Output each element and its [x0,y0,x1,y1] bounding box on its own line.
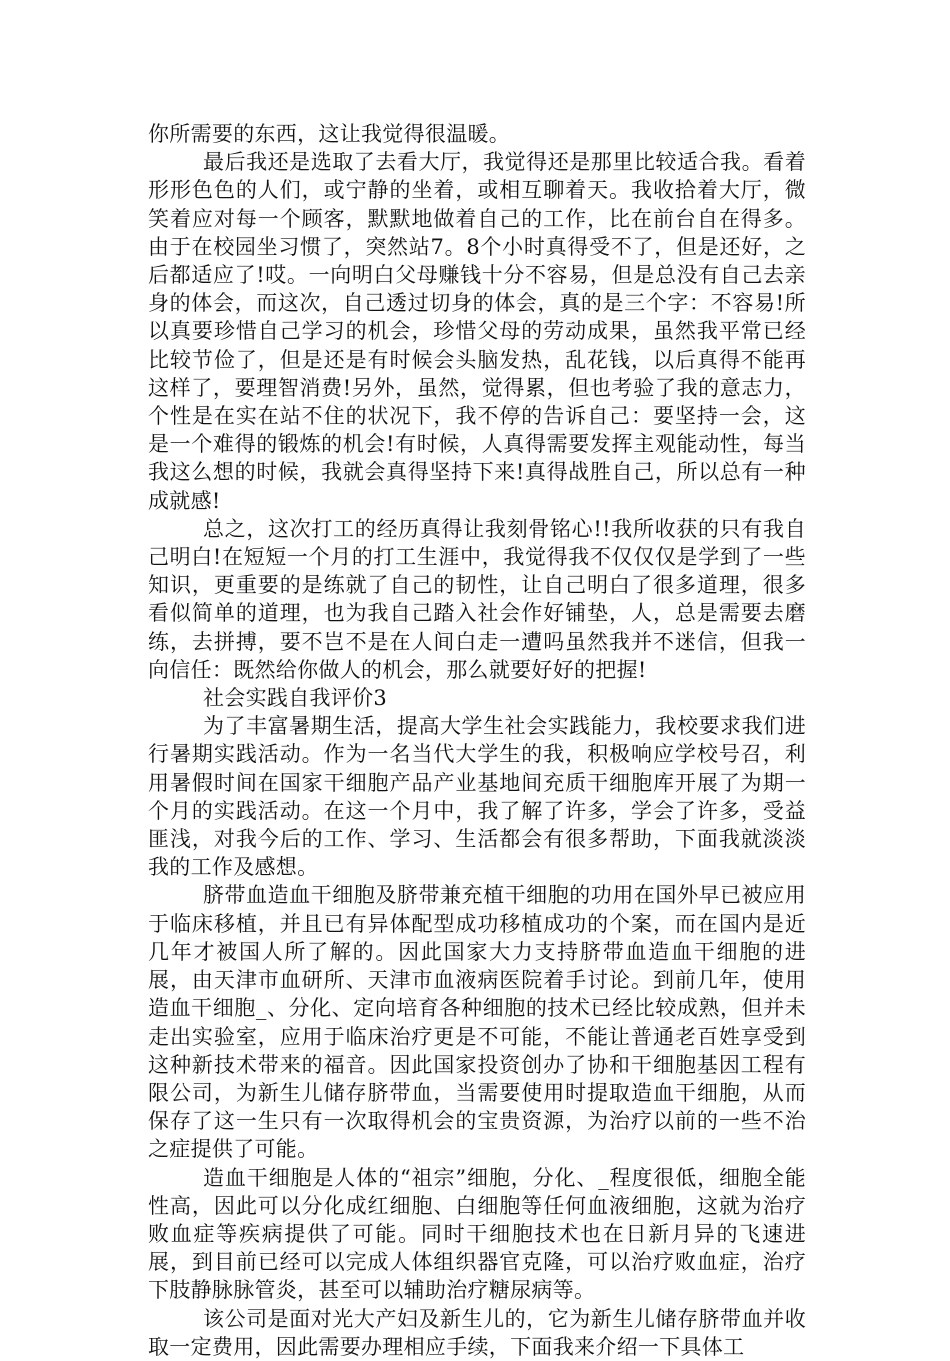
paragraph-4: 为了丰富暑期生活，提高大学生社会实践能力，我校要求我们进行暑期实践活动。作为一名当代大学生的我，积极响应学校号召，利用暑假时间在国家干细胞产品产业基地间充质干细胞库开展了为期一个月的实践活动。在这一个月中，我了解了许多，学会了许多，受益匪浅，对我今后的工作、学习、生活都会有很多帮助，下面我就淡淡我的工作及感想。 [148,714,806,880]
paragraph-7: 该公司是面对光大产妇及新生儿的，它为新生儿储存脐带血并收取一定费用，因此需要办理相应手续，下面我来介绍一下具体工 [148,1306,806,1359]
document-body [148,120,806,1361]
paragraph-1: 你所需要的东西，这让我觉得很温暖。 [148,122,511,146]
section-heading: 社会实践自我评价3 [203,686,388,711]
paragraph-3: 总之，这次打工的经历真得让我刻骨铭心!!我所收获的只有我自己明白!在短短一个月的打工生涯中，我觉得我不仅仅仅是学到了一些知识，更重要的是练就了自己的韧性，让自己明白了很多道理，很多看似简单的道理，也为我自己踏入社会作好铺垫，人，总是需要去磨练，去拼搏，要不岂不是在人间白走一遭吗虽然我并不迷信，但我一向信任：既然给你做人的机会，那么就要好好的把握! [148,516,806,682]
paragraph-6: 造血干细胞是人体的“祖宗”细胞，分化、_程度很低，细胞全能性高，因此可以分化成红细胞、白细胞等任何血液细胞，这就为治疗败血症等疾病提供了可能。同时干细胞技术也在日新月异的飞速进展，到目前已经可以完成人体组织器官克隆，可以治疗败血症，治疗下肢静脉脉管炎，甚至可以辅助治疗糖尿病等。 [148,1165,806,1303]
paragraph-5: 脐带血造血干细胞及脐带兼充植干细胞的功用在国外早已被应用于临床移植，并且已有异体配型成功移植成功的个案，而在国内是近几年才被国人所了解的。因此国家大力支持脐带血造血干细胞的进展，由天津市血研所、天津市血液病医院着手讨论。到前几年，使用造血干细胞_、分化、定向培育各种细胞的技术已经比较成熟，但并未走出实验室，应用于临床治疗更是不可能，不能让普通老百姓享受到这种新技术带来的福音。因此国家投资创办了协和干细胞基因工程有限公司，为新生儿储存脐带血，当需要使用时提取造血干细胞，从而保存了这一生只有一次取得机会的宝贵资源，为治疗以前的一些不治之症提供了可能。 [148,883,806,1162]
paragraph-2: 最后我还是选取了去看大厅，我觉得还是那里比较适合我。看着形形色色的人们，或宁静的坐着，或相互聊着天。我收拾着大厅，微笑着应对每一个顾客，默默地做着自己的工作，比在前台自在得多。由于在校园坐习惯了，突然站7。8个小时真得受不了，但是还好，之后都适应了!哎。一向明白父母赚钱十分不容易，但是总没有自己去亲身的体会，而这次，自己透过切身的体会，真的是三个字：不容易!所以真要珍惜自己学习的机会，珍惜父母的劳动成果，虽然我平常已经比较节俭了，但是还是有时候会头脑发热，乱花钱，以后真得不能再这样了，要理智消费!另外，虽然，觉得累，但也考验了我的意志力，个性是在实在站不住的状况下，我不停的告诉自己：要坚持一会，这是一个难得的锻炼的机会!有时候，人真得需要发挥主观能动性，每当我这么想的时候，我就会真得坚持下来!真得战胜自己，所以总有一种成就感! [148,150,806,513]
